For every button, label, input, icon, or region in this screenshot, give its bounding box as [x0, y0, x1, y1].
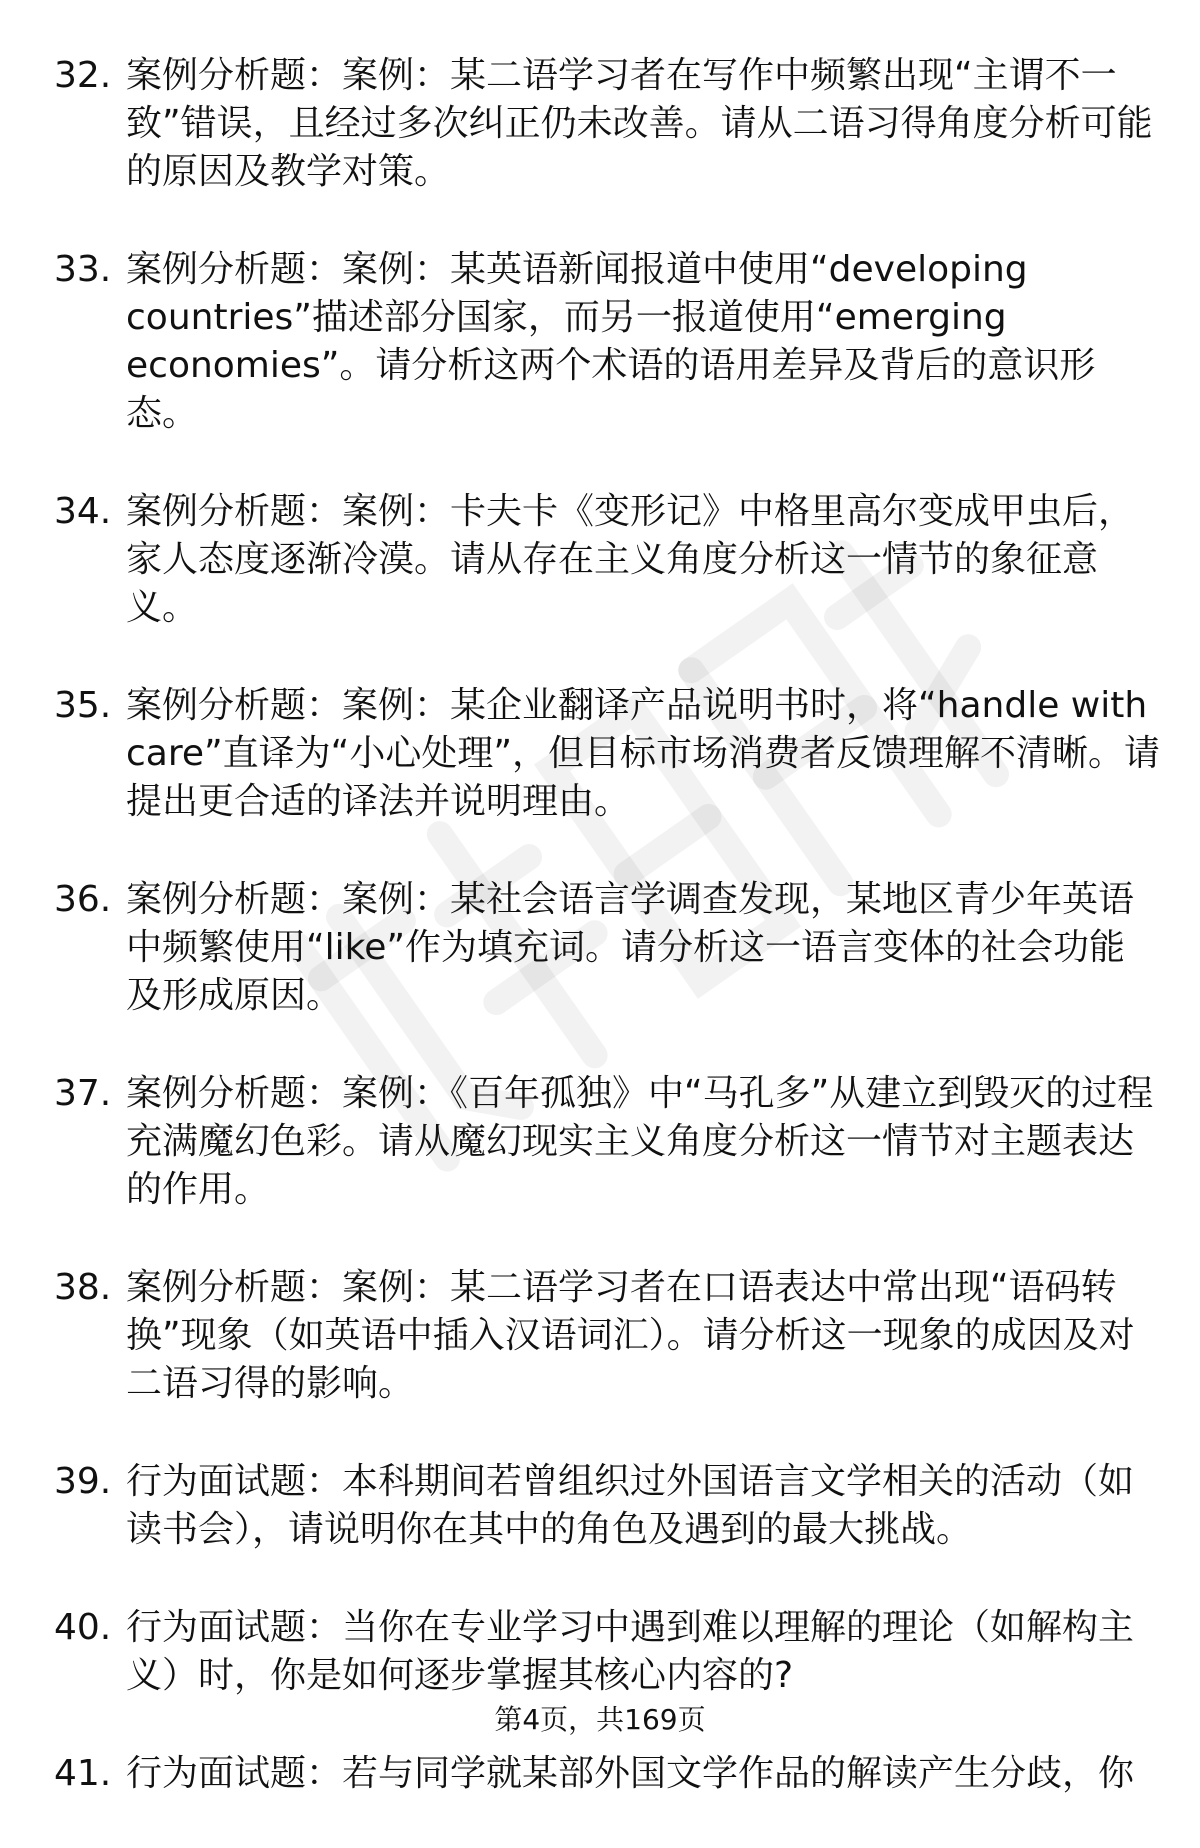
- question-text: 案例分析题：案例：某社会语言学调查发现，某地区青少年英语中频繁使用“like”作为填充词。请分析这一语言变体的社会功能及形成原因。: [126, 879, 1135, 1016]
- question-number: 36.: [54, 879, 112, 920]
- question-list: [0, 52, 1200, 1848]
- question-item: [0, 876, 1200, 1020]
- question-item: [0, 682, 1200, 826]
- question-number: 33.: [54, 249, 112, 290]
- page-footer: 第4页，共169页: [494, 1703, 706, 1736]
- question-text: 案例分析题：案例：某二语学习者在写作中频繁出现“主谓不一致”错误，且经过多次纠正仍未改善。请从二语习得角度分析可能的原因及教学对策。: [126, 55, 1153, 192]
- question-text: 行为面试题：本科期间若曾组织过外国语言文学相关的活动（如读书会），请说明你在其中的角色及遇到的最大挑战。: [126, 1461, 1135, 1550]
- question-item: [0, 246, 1200, 438]
- question-number: 40.: [54, 1607, 112, 1648]
- question-number: 35.: [54, 685, 112, 726]
- question-number: 32.: [54, 55, 112, 96]
- question-text: 行为面试题：当你在专业学习中遇到难以理解的理论（如解构主义）时，你是如何逐步掌握其核心内容的?: [126, 1607, 1135, 1696]
- question-item: [0, 1750, 1200, 1798]
- question-item: [0, 52, 1200, 196]
- question-text: 案例分析题：案例：《百年孤独》中“马孔多”从建立到毁灭的过程充满魔幻色彩。请从魔幻现实主义角度分析这一情节对主题表达的作用。: [126, 1073, 1154, 1210]
- question-item: [0, 488, 1200, 632]
- question-number: 41.: [54, 1753, 112, 1794]
- question-text: 案例分析题：案例：某英语新闻报道中使用“developing countries”描述部分国家，而另一报道使用“emerging economies”。请分析这两个术语的语用差异及背后的意识形态。: [126, 249, 1096, 434]
- question-number: 39.: [54, 1461, 112, 1502]
- question-number: 38.: [54, 1267, 112, 1308]
- question-number: 34.: [54, 491, 112, 532]
- question-text: 行为面试题：若与同学就某部外国文学作品的解读产生分歧，你: [126, 1753, 1135, 1794]
- question-text: 案例分析题：案例：某二语学习者在口语表达中常出现“语码转换”现象（如英语中插入汉语词汇）。请分析这一现象的成因及对二语习得的影响。: [126, 1267, 1135, 1404]
- question-item: [0, 1264, 1200, 1408]
- question-text: 案例分析题：案例：某企业翻译产品说明书时，将“handle with care”直译为“小心处理”，但目标市场消费者反馈理解不清晰。请提出更合适的译法并说明理由。: [126, 685, 1160, 822]
- question-item: [0, 1070, 1200, 1214]
- question-text: 案例分析题：案例：卡夫卡《变形记》中格里高尔变成甲虫后，家人态度逐渐冷漠。请从存在主义角度分析这一情节的象征意义。: [126, 491, 1135, 628]
- question-item: [0, 1458, 1200, 1554]
- question-item: [0, 1604, 1200, 1700]
- question-number: 37.: [54, 1073, 112, 1114]
